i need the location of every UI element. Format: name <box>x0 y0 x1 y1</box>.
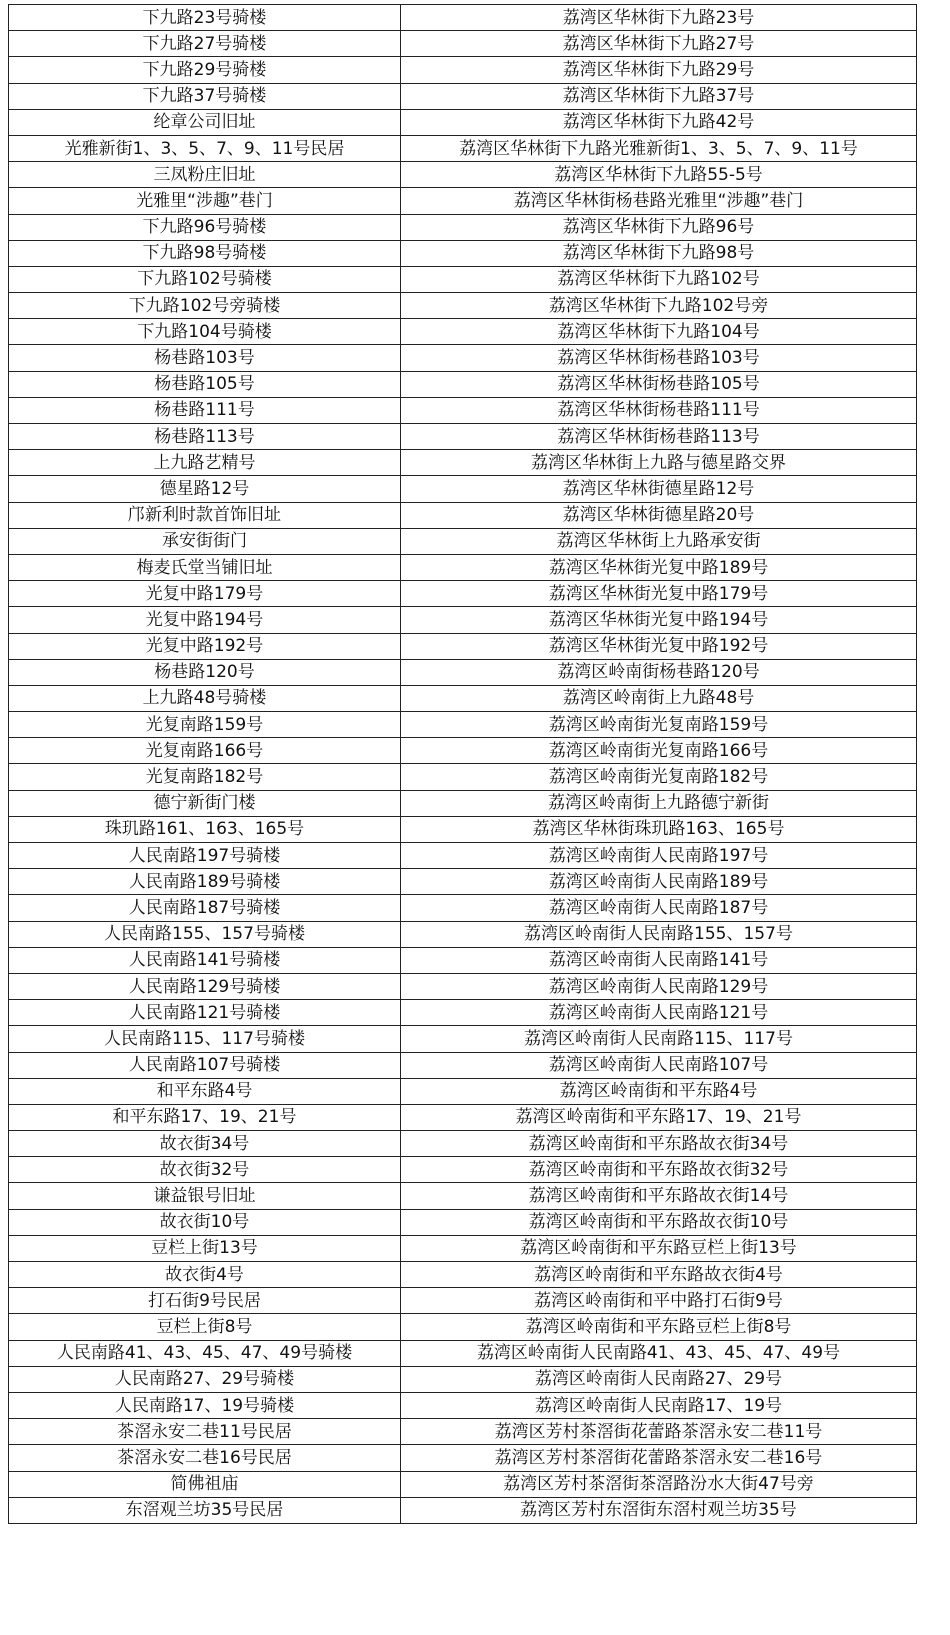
address-cell: 荔湾区芳村茶滘街茶滘路汾水大街47号旁 <box>401 1471 917 1497</box>
address-cell: 荔湾区华林街下九路光雅新街1、3、5、7、9、11号 <box>401 135 917 161</box>
table-row <box>9 1131 917 1157</box>
building-name-cell: 人民南路41、43、45、47、49号骑楼 <box>9 1340 401 1366</box>
address-cell: 荔湾区岭南街和平东路故衣街10号 <box>401 1209 917 1235</box>
building-name-cell: 人民南路129号骑楼 <box>9 973 401 999</box>
table-row <box>9 816 917 842</box>
address-cell: 荔湾区华林街下九路37号 <box>401 83 917 109</box>
address-cell: 荔湾区岭南街和平东路17、19、21号 <box>401 1104 917 1130</box>
table-row <box>9 135 917 161</box>
table-body <box>9 5 917 1524</box>
address-cell: 荔湾区芳村茶滘街花蕾路茶滘永安二巷11号 <box>401 1419 917 1445</box>
table-row <box>9 1445 917 1471</box>
table-row <box>9 738 917 764</box>
address-cell: 荔湾区华林街光复中路194号 <box>401 607 917 633</box>
building-name-cell: 人民南路189号骑楼 <box>9 869 401 895</box>
address-cell: 荔湾区华林街珠玑路163、165号 <box>401 816 917 842</box>
address-cell: 荔湾区岭南街人民南路189号 <box>401 869 917 895</box>
building-name-cell: 下九路96号骑楼 <box>9 214 401 240</box>
table-row <box>9 790 917 816</box>
building-name-cell: 东滘观兰坊35号民居 <box>9 1497 401 1523</box>
building-name-cell: 下九路23号骑楼 <box>9 5 401 31</box>
address-cell: 荔湾区岭南街和平东路豆栏上街8号 <box>401 1314 917 1340</box>
building-name-cell: 人民南路27、29号骑楼 <box>9 1366 401 1392</box>
table-row <box>9 685 917 711</box>
building-name-cell: 德星路12号 <box>9 476 401 502</box>
address-cell: 荔湾区华林街德星路20号 <box>401 502 917 528</box>
building-name-cell: 杨巷路111号 <box>9 397 401 423</box>
building-name-cell: 上九路艺精号 <box>9 450 401 476</box>
table-row <box>9 371 917 397</box>
table-row <box>9 712 917 738</box>
address-cell: 荔湾区岭南街人民南路17、19号 <box>401 1392 917 1418</box>
building-name-cell: 人民南路155、157号骑楼 <box>9 921 401 947</box>
address-cell: 荔湾区岭南街人民南路115、117号 <box>401 1026 917 1052</box>
address-cell: 荔湾区芳村东滘街东滘村观兰坊35号 <box>401 1497 917 1523</box>
address-cell: 荔湾区华林街下九路102号 <box>401 266 917 292</box>
table-row <box>9 528 917 554</box>
address-cell: 荔湾区岭南街人民南路121号 <box>401 1000 917 1026</box>
table-row <box>9 607 917 633</box>
address-cell: 荔湾区华林街杨巷路113号 <box>401 424 917 450</box>
table-row <box>9 1340 917 1366</box>
address-cell: 荔湾区岭南街上九路德宁新街 <box>401 790 917 816</box>
table-row <box>9 450 917 476</box>
address-cell: 荔湾区岭南街光复南路159号 <box>401 712 917 738</box>
address-cell: 荔湾区岭南街人民南路155、157号 <box>401 921 917 947</box>
table-row <box>9 83 917 109</box>
table-row <box>9 1157 917 1183</box>
address-cell: 荔湾区岭南街人民南路27、29号 <box>401 1366 917 1392</box>
building-name-cell: 光复南路166号 <box>9 738 401 764</box>
table-row <box>9 109 917 135</box>
address-cell: 荔湾区岭南街人民南路141号 <box>401 947 917 973</box>
building-name-cell: 杨巷路103号 <box>9 345 401 371</box>
address-cell: 荔湾区华林街下九路27号 <box>401 31 917 57</box>
building-name-cell: 邝新利时款首饰旧址 <box>9 502 401 528</box>
address-cell: 荔湾区岭南街和平东路故衣街32号 <box>401 1157 917 1183</box>
building-address-table <box>8 4 917 1524</box>
address-cell: 荔湾区华林街下九路102号旁 <box>401 293 917 319</box>
address-cell: 荔湾区岭南街和平东路故衣街34号 <box>401 1131 917 1157</box>
building-name-cell: 豆栏上街8号 <box>9 1314 401 1340</box>
table-row <box>9 1183 917 1209</box>
table-row <box>9 659 917 685</box>
address-cell: 荔湾区芳村茶滘街花蕾路茶滘永安二巷16号 <box>401 1445 917 1471</box>
table-row <box>9 1052 917 1078</box>
building-name-cell: 下九路104号骑楼 <box>9 319 401 345</box>
building-name-cell: 简佛祖庙 <box>9 1471 401 1497</box>
building-name-cell: 三凤粉庄旧址 <box>9 162 401 188</box>
table-row <box>9 973 917 999</box>
address-cell: 荔湾区岭南街上九路48号 <box>401 685 917 711</box>
table-row <box>9 633 917 659</box>
building-name-cell: 茶滘永安二巷16号民居 <box>9 1445 401 1471</box>
building-name-cell: 下九路102号旁骑楼 <box>9 293 401 319</box>
address-cell: 荔湾区华林街杨巷路103号 <box>401 345 917 371</box>
table-row <box>9 843 917 869</box>
table-row <box>9 1104 917 1130</box>
building-name-cell: 杨巷路105号 <box>9 371 401 397</box>
address-cell: 荔湾区华林街下九路42号 <box>401 109 917 135</box>
address-cell: 荔湾区华林街下九路96号 <box>401 214 917 240</box>
table-row <box>9 1262 917 1288</box>
table-row <box>9 764 917 790</box>
table-row <box>9 214 917 240</box>
address-cell: 荔湾区岭南街人民南路129号 <box>401 973 917 999</box>
address-cell: 荔湾区岭南街人民南路197号 <box>401 843 917 869</box>
building-name-cell: 打石街9号民居 <box>9 1288 401 1314</box>
table-row <box>9 869 917 895</box>
building-name-cell: 杨巷路120号 <box>9 659 401 685</box>
building-name-cell: 和平东路17、19、21号 <box>9 1104 401 1130</box>
table-row <box>9 188 917 214</box>
building-name-cell: 故衣街10号 <box>9 1209 401 1235</box>
address-cell: 荔湾区华林街下九路23号 <box>401 5 917 31</box>
building-name-cell: 故衣街34号 <box>9 1131 401 1157</box>
building-name-cell: 谦益银号旧址 <box>9 1183 401 1209</box>
table-row <box>9 502 917 528</box>
building-name-cell: 人民南路141号骑楼 <box>9 947 401 973</box>
address-cell: 荔湾区华林街下九路29号 <box>401 57 917 83</box>
table-row <box>9 1419 917 1445</box>
address-cell: 荔湾区岭南街和平东路4号 <box>401 1078 917 1104</box>
table-row <box>9 57 917 83</box>
table-row <box>9 424 917 450</box>
table-row <box>9 319 917 345</box>
building-name-cell: 光复中路179号 <box>9 581 401 607</box>
address-cell: 荔湾区岭南街和平东路故衣街4号 <box>401 1262 917 1288</box>
table-row <box>9 1209 917 1235</box>
building-name-cell: 杨巷路113号 <box>9 424 401 450</box>
building-name-cell: 故衣街32号 <box>9 1157 401 1183</box>
building-name-cell: 下九路102号骑楼 <box>9 266 401 292</box>
address-cell: 荔湾区岭南街光复南路166号 <box>401 738 917 764</box>
building-name-cell: 德宁新街门楼 <box>9 790 401 816</box>
building-name-cell: 和平东路4号 <box>9 1078 401 1104</box>
building-name-cell: 梅麦氏堂当铺旧址 <box>9 554 401 580</box>
address-cell: 荔湾区岭南街人民南路41、43、45、47、49号 <box>401 1340 917 1366</box>
address-cell: 荔湾区岭南街人民南路187号 <box>401 895 917 921</box>
address-cell: 荔湾区华林街下九路104号 <box>401 319 917 345</box>
building-name-cell: 光雅新街1、3、5、7、9、11号民居 <box>9 135 401 161</box>
building-name-cell: 下九路98号骑楼 <box>9 240 401 266</box>
table-row <box>9 1078 917 1104</box>
address-cell: 荔湾区华林街光复中路179号 <box>401 581 917 607</box>
table-row <box>9 1235 917 1261</box>
building-name-cell: 人民南路115、117号骑楼 <box>9 1026 401 1052</box>
table-row <box>9 397 917 423</box>
table-row <box>9 1288 917 1314</box>
table-row <box>9 1314 917 1340</box>
table-row <box>9 240 917 266</box>
table-row <box>9 1026 917 1052</box>
building-name-cell: 人民南路121号骑楼 <box>9 1000 401 1026</box>
table-row <box>9 5 917 31</box>
address-cell: 荔湾区岭南街和平东路豆栏上街13号 <box>401 1235 917 1261</box>
building-name-cell: 光复中路194号 <box>9 607 401 633</box>
building-name-cell: 故衣街4号 <box>9 1262 401 1288</box>
table-row <box>9 476 917 502</box>
address-cell: 荔湾区岭南街和平中路打石街9号 <box>401 1288 917 1314</box>
table-row <box>9 345 917 371</box>
building-name-cell: 人民南路107号骑楼 <box>9 1052 401 1078</box>
building-name-cell: 人民南路187号骑楼 <box>9 895 401 921</box>
building-name-cell: 珠玑路161、163、165号 <box>9 816 401 842</box>
table-row <box>9 1471 917 1497</box>
table-row <box>9 554 917 580</box>
building-name-cell: 纶章公司旧址 <box>9 109 401 135</box>
building-name-cell: 豆栏上街13号 <box>9 1235 401 1261</box>
address-cell: 荔湾区岭南街杨巷路120号 <box>401 659 917 685</box>
address-cell: 荔湾区华林街杨巷路111号 <box>401 397 917 423</box>
building-name-cell: 承安街街门 <box>9 528 401 554</box>
address-cell: 荔湾区华林街下九路98号 <box>401 240 917 266</box>
table-row <box>9 1392 917 1418</box>
building-name-cell: 茶滘永安二巷11号民居 <box>9 1419 401 1445</box>
address-cell: 荔湾区华林街上九路承安街 <box>401 528 917 554</box>
table-row <box>9 266 917 292</box>
address-cell: 荔湾区华林街杨巷路105号 <box>401 371 917 397</box>
table-row <box>9 581 917 607</box>
building-name-cell: 光复中路192号 <box>9 633 401 659</box>
address-cell: 荔湾区岭南街人民南路107号 <box>401 1052 917 1078</box>
address-cell: 荔湾区岭南街光复南路182号 <box>401 764 917 790</box>
table-row <box>9 162 917 188</box>
address-cell: 荔湾区岭南街和平东路故衣街14号 <box>401 1183 917 1209</box>
table-row <box>9 895 917 921</box>
address-cell: 荔湾区华林街上九路与德星路交界 <box>401 450 917 476</box>
table-row <box>9 31 917 57</box>
address-cell: 荔湾区华林街下九路55-5号 <box>401 162 917 188</box>
building-name-cell: 人民南路17、19号骑楼 <box>9 1392 401 1418</box>
address-cell: 荔湾区华林街光复中路192号 <box>401 633 917 659</box>
table-row <box>9 947 917 973</box>
table-row <box>9 1497 917 1523</box>
table-row <box>9 1000 917 1026</box>
table-row <box>9 921 917 947</box>
table-row <box>9 1366 917 1392</box>
building-name-cell: 光复南路159号 <box>9 712 401 738</box>
building-name-cell: 人民南路197号骑楼 <box>9 843 401 869</box>
building-name-cell: 下九路29号骑楼 <box>9 57 401 83</box>
building-name-cell: 光复南路182号 <box>9 764 401 790</box>
address-cell: 荔湾区华林街光复中路189号 <box>401 554 917 580</box>
address-cell: 荔湾区华林街杨巷路光雅里“涉趣”巷门 <box>401 188 917 214</box>
building-name-cell: 下九路27号骑楼 <box>9 31 401 57</box>
building-name-cell: 光雅里“涉趣”巷门 <box>9 188 401 214</box>
address-cell: 荔湾区华林街德星路12号 <box>401 476 917 502</box>
building-name-cell: 下九路37号骑楼 <box>9 83 401 109</box>
building-name-cell: 上九路48号骑楼 <box>9 685 401 711</box>
table-row <box>9 293 917 319</box>
